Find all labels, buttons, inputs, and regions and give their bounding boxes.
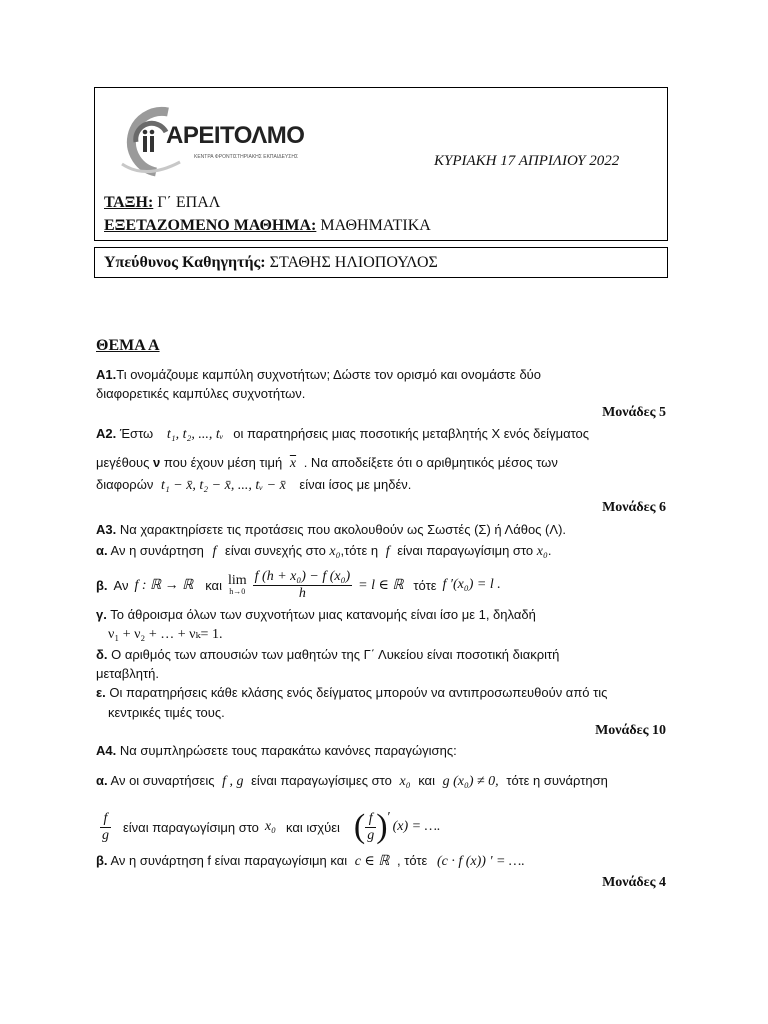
- a4-alpha-x0-2: x₀: [264, 819, 276, 834]
- a3-gamma-formula: ν₁ + ν₂ + … + νₖ= 1.: [108, 627, 223, 642]
- a4-alpha-line1: [96, 773, 608, 790]
- a4-alpha-text2: είναι παραγωγίσιμες στο: [251, 773, 392, 788]
- a3-beta-numerator: f (h + x₀) − f (x₀): [254, 568, 351, 584]
- a3-beta-text1: Αν: [113, 577, 129, 593]
- a3-delta-line2: μεταβλητή.: [96, 666, 159, 681]
- a4-alpha-label: α.: [96, 773, 108, 788]
- a3-beta: [96, 566, 501, 604]
- a3-alpha-end: .: [547, 543, 552, 558]
- a3-beta-lim-sub: h→0: [229, 587, 246, 596]
- a4-label: Α4.: [96, 743, 117, 758]
- a2-line3-pre: διαφορών: [96, 477, 154, 492]
- a4-alpha-line2: [100, 806, 441, 848]
- left-paren-icon: (: [353, 808, 366, 845]
- a3-beta-map: f : ℝ → ℝ: [134, 577, 194, 593]
- a3-delta-label: δ.: [96, 647, 108, 662]
- exam-date: ΚΥΡΙΑΚΗ 17 ΑΠΡΙΛΙΟΥ 2022: [434, 153, 620, 169]
- a2-line2: [96, 455, 558, 472]
- a2-line1-rest: οι παρατηρήσεις μιας ποσοτικής μεταβλητής Χ ενός δείγματος: [233, 426, 590, 441]
- right-paren-icon: ): [376, 808, 388, 845]
- section-title: ΘΕΜΑ Α: [96, 337, 160, 354]
- a4-beta-formula: (c · f (x)) ' = ….: [436, 854, 525, 869]
- a4-intro-text: Να συμπληρώσετε τους παρακάτω κανόνες παραγώγισης:: [119, 743, 457, 758]
- a3-intro: [96, 522, 566, 537]
- a4-derivative-expr: [354, 810, 441, 844]
- a1-marks: Μονάδες 5: [602, 405, 666, 420]
- a3-alpha-text4: είναι παραγωγίσιμη στο: [397, 543, 534, 558]
- a3-gamma: [96, 607, 536, 622]
- a1-text1: Τι ονομάζουμε καμπύλη συχνοτήτων; Δώστε τον ορισμό και ονομάστε δύο: [116, 367, 542, 382]
- teacher-value: ΣΤΑΘΗΣ ΗΛΙΟΠΟΥΛΟΣ: [265, 254, 438, 271]
- a3-label: Α3.: [96, 522, 117, 537]
- a3-alpha-x0: x₀: [329, 544, 341, 559]
- a3-beta-and: και: [205, 577, 222, 593]
- a4-frac-num: f: [100, 811, 111, 828]
- a3-eps-line1: [96, 685, 607, 700]
- a4-beta-label: β.: [96, 853, 108, 868]
- a3-eps-label: ε.: [96, 685, 106, 700]
- a3-beta-denominator: h: [298, 585, 306, 601]
- prime-icon: ′: [387, 810, 391, 825]
- a3-delta-text1: Ο αριθμός των απουσιών των μαθητών της Γ΄ Λυκείου είναι ποσοτική διακριτή: [111, 647, 560, 662]
- a4-alpha-text3: τότε η συνάρτηση: [506, 773, 608, 788]
- a4-fraction-fg: [100, 811, 111, 844]
- a3-eps-text1: Οι παρατηρήσεις κάθε κλάσης ενός δείγματος μπορούν να αντιπροσωπευθούν από τις: [109, 685, 608, 700]
- a4-alpha-and: και: [418, 773, 435, 788]
- a4-alpha-line2-b: και ισχύει: [286, 819, 340, 835]
- a4-alpha-x0: x₀: [399, 774, 411, 789]
- a2-line1: [96, 426, 589, 443]
- a3-delta-line1: [96, 647, 559, 662]
- a3-beta-then: τότε: [413, 577, 437, 593]
- a2-line2-mid: που έχουν μέση τιμή: [160, 455, 283, 470]
- a4-alpha-text1: Αν οι συναρτήσεις: [110, 773, 215, 788]
- a3-beta-eq: = l ∈ ℝ: [358, 577, 404, 593]
- a3-alpha: [96, 543, 551, 560]
- a3-beta-lim: lim: [227, 573, 247, 588]
- a4-frac2-den: g: [367, 827, 375, 843]
- a3-intro-text: Να χαρακτηρίσετε τις προτάσεις που ακολουθούν ως Σωστές (Σ) ή Λάθος (Λ).: [119, 522, 567, 537]
- a3-alpha-text2: είναι συνεχής στο: [225, 543, 326, 558]
- a3-eps-line2: κεντρικές τιμές τους.: [108, 705, 225, 720]
- logo-text: ΑΡΕΙΤΟΛΜΟ: [166, 122, 305, 149]
- a3-beta-label: β.: [96, 577, 108, 593]
- a3-alpha-label: α.: [96, 543, 108, 558]
- a4-frac-den: g: [102, 827, 109, 843]
- a4-marks: Μονάδες 4: [602, 875, 666, 890]
- a2-marks: Μονάδες 6: [602, 500, 666, 515]
- a2-xbar: $\overline{x}$: [289, 456, 297, 471]
- a3-alpha-f2: f: [385, 544, 390, 559]
- a3-marks: Μονάδες 10: [595, 723, 666, 738]
- a2-line3: [96, 477, 411, 494]
- subject-value: ΜΑΘΗΜΑΤΙΚΑ: [316, 217, 431, 234]
- subject-line: [104, 217, 431, 235]
- class-label: ΤΑΞΗ:: [104, 194, 154, 211]
- a4-frac2-num: f: [365, 811, 376, 828]
- a3-alpha-text3: ,τότε η: [340, 543, 379, 558]
- a2-observations: t₁, t₂, ..., tᵥ: [166, 427, 224, 442]
- a2-line2-pre: μεγέθους: [96, 455, 154, 470]
- a3-alpha-x0-2: x₀: [536, 544, 548, 559]
- a3-gamma-label: γ.: [96, 607, 107, 622]
- a2-label: Α2.: [96, 426, 117, 441]
- teacher-line: [104, 254, 438, 272]
- a3-beta-fraction: [253, 569, 352, 602]
- a1-line2: διαφορετικές καμπύλες συχνοτήτων.: [96, 386, 306, 401]
- a2-differences: t₁ − x̄, t₂ − x̄, ..., tᵥ − x̄: [160, 478, 286, 493]
- a4-alpha-result: (x) = ….: [392, 819, 441, 834]
- logo: [116, 102, 305, 180]
- a4-alpha-line2-a: είναι παραγωγίσιμη στο: [123, 819, 259, 835]
- a2-line2-rest: . Να αποδείξετε ότι ο αριθμητικός μέσος των: [303, 455, 558, 470]
- a2-pre: Έστω: [119, 426, 154, 441]
- class-value: Γ΄ ΕΠΑΛ: [153, 194, 221, 211]
- a4-beta: [96, 853, 525, 870]
- a3-gamma-text: Το άθροισμα όλων των συχνοτήτων μιας κατανομής είναι ίσο με 1, δηλαδή: [110, 607, 536, 622]
- a4-intro: [96, 743, 457, 758]
- logo-subtext: ΚΕΝΤΡΑ ΦΡΟΝΤΙΣΤΗΡΙΑΚΗΣ ΕΚΠΑΙΔΕΥΣΗΣ: [194, 154, 299, 160]
- a1-line1: [96, 367, 541, 382]
- a4-alpha-fg: f , g: [222, 774, 244, 789]
- a2-nu: ν: [153, 455, 161, 470]
- a4-fraction-fg-2: [365, 811, 376, 844]
- teacher-label: Υπεύθυνος Καθηγητής:: [104, 254, 266, 271]
- a3-alpha-text1: Αν η συνάρτηση: [110, 543, 204, 558]
- a2-line3-rest: είναι ίσος με μηδέν.: [299, 477, 412, 492]
- subject-label: ΕΞΕΤΑΖΟΜΕΝΟ ΜΑΘΗΜΑ:: [104, 217, 317, 234]
- a4-beta-c: c ∈ ℝ: [354, 854, 390, 869]
- a1-label: Α1.: [96, 367, 117, 382]
- class-line: [104, 194, 220, 212]
- a4-alpha-cond: g (x₀) ≠ 0,: [442, 774, 499, 789]
- a3-beta-deriv: f ′(x₀) = l .: [442, 577, 501, 592]
- a3-beta-limit: [228, 574, 247, 596]
- a3-alpha-f: f: [212, 544, 217, 559]
- a4-beta-text2: , τότε: [397, 853, 428, 868]
- a4-beta-text1: Αν η συνάρτηση f είναι παραγωγίσιμη και: [110, 853, 348, 868]
